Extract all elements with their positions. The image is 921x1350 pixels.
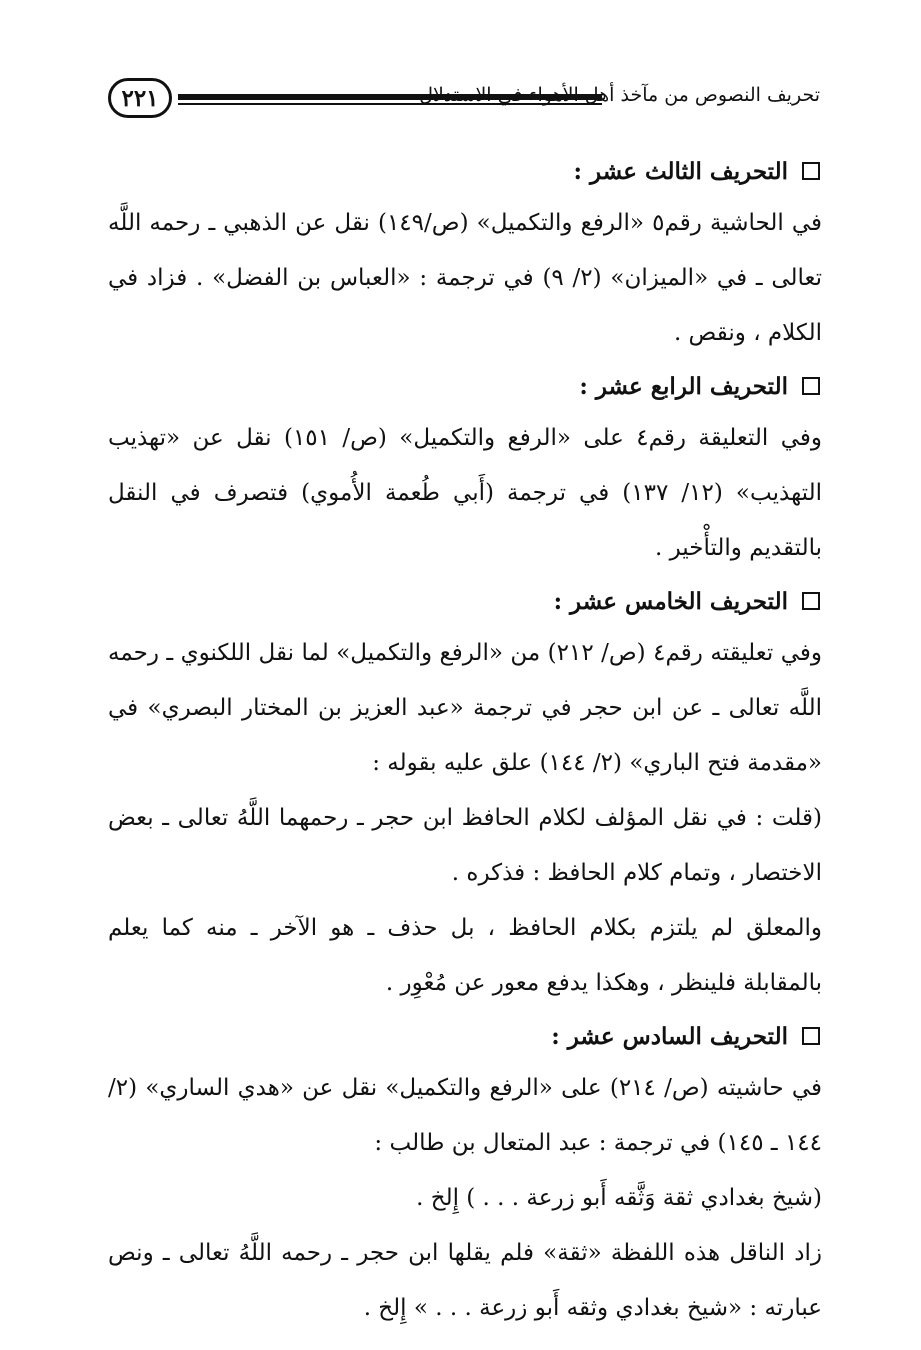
paragraph: وفي تعليقته رقم٤ (ص/ ٢١٢) من «الرفع والتكميل» لما نقل اللكنوي ـ رحمه اللَّه تعالى ـ عن ابن حجر في ترجمة «عبد العزيز بن المختار البصري» في «مقدمة فتح الباري» (٢/ ١٤٤) علق عليه بقوله : (108, 640, 822, 776)
running-title: تحريف النصوص من مآخذ أهل الأهواء في الاستدلال (419, 84, 820, 106)
page-number: ٢٢١ (108, 78, 172, 118)
checkbox-square-icon (802, 377, 820, 395)
section-heading-text: التحريف الثالث عشر : (573, 157, 788, 185)
section-heading-text: التحريف الرابع عشر : (579, 372, 788, 400)
section-heading-text: التحريف الخامس عشر : (553, 587, 788, 615)
paragraph: (شيخ بغدادي ثقة وَثَّقه أَبو زرعة . . . ) إِلخ . (416, 1185, 822, 1211)
section (108, 576, 822, 1011)
paragraph: (قلت : في نقل المؤلف لكلام الحافظ ابن حجر ـ رحمهما اللَّهُ تعالى ـ بعض الاختصار ، وتمام كلام الحافظ : فذكره . (108, 805, 822, 886)
paragraph: زاد الناقل هذه اللفظة «ثقة» فلم يقلها ابن حجر ـ رحمه اللَّهُ تعالى ـ ونص عبارته : «شيخ بغدادي وثقه أَبو زرعة . . . » إِلخ . (108, 1240, 822, 1321)
section-heading-text: التحريف السادس عشر : (551, 1022, 788, 1050)
checkbox-square-icon (802, 592, 820, 610)
section (108, 1011, 822, 1336)
section (108, 146, 822, 361)
section-heading (108, 576, 822, 626)
paragraph: وفي التعليقة رقم٤ على «الرفع والتكميل» (ص/ ١٥١) نقل عن «تهذيب التهذيب» (١٢/ ١٣٧) في ترجمة (أَبي طُعمة الأُموي) فتصرف في النقل بالتقديم والتأْخير . (108, 425, 823, 561)
page-header (108, 76, 820, 130)
section-heading (108, 1011, 822, 1061)
checkbox-square-icon (802, 1027, 820, 1045)
paragraph: في الحاشية رقم٥ «الرفع والتكميل» (ص/١٤٩) نقل عن الذهبي ـ رحمه اللَّه تعالى ـ في «الميزان» (٢/ ٩) في ترجمة : «العباس بن الفضل» . فزاد في الكلام ، ونقص . (108, 210, 823, 346)
section (108, 361, 822, 576)
paragraph: والمعلق لم يلتزم بكلام الحافظ ، بل حذف ـ هو الآخر ـ منه كما يعلم بالمقابلة فلينظر ، وهكذا يدفع معور عن مُعْوِر . (108, 915, 822, 996)
section-heading (108, 361, 822, 411)
checkbox-square-icon (802, 162, 820, 180)
page-content (108, 146, 822, 1336)
paragraph: في حاشيته (ص/ ٢١٤) على «الرفع والتكميل» نقل عن «هدي الساري» (٢/ ١٤٤ ـ ١٤٥) في ترجمة : عبد المتعال بن طالب : (108, 1075, 822, 1156)
section-heading (108, 146, 822, 196)
